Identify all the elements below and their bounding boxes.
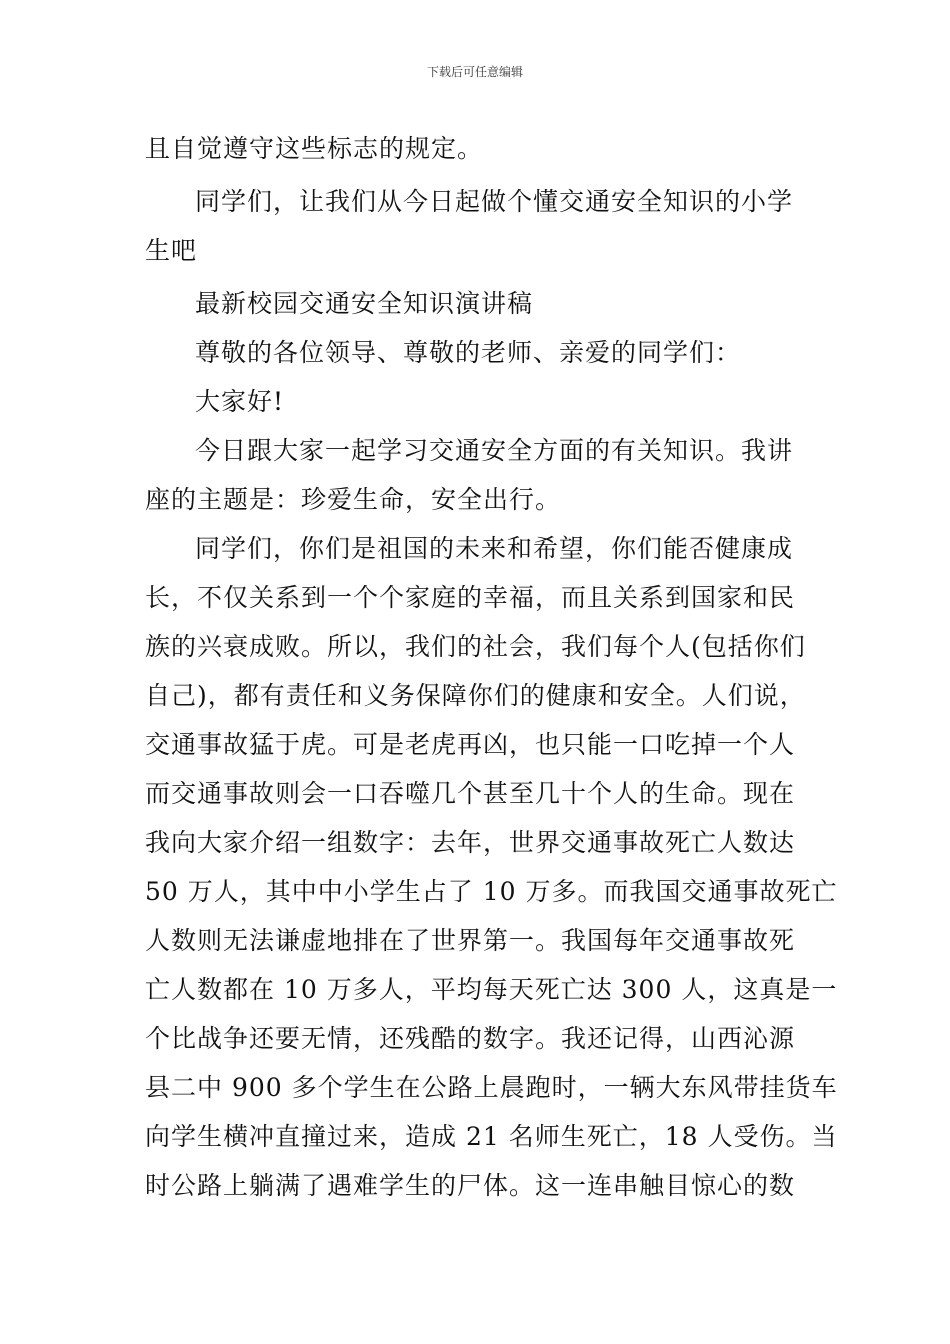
- text-line: 座的主题是：珍爱生命，安全出行。: [145, 485, 562, 514]
- salutation-line: 尊敬的各位领导、尊敬的老师、亲爱的同学们：: [195, 338, 742, 367]
- text-line: 向学生横冲直撞过来，造成 21 名师生死亡，18 人受伤。当: [145, 1122, 838, 1151]
- text-line: 自己)，都有责任和义务保障你们的健康和安全。人们说，: [145, 681, 806, 710]
- paragraph-start-line: 同学们，让我们从今日起做个懂交通安全知识的小学: [195, 187, 794, 216]
- text-line: 亡人数都在 10 万多人，平均每天死亡达 300 人，这真是一: [145, 975, 838, 1004]
- text-line: 县二中 900 多个学生在公路上晨跑时，一辆大东风带挂货车: [145, 1073, 838, 1102]
- text-line: 且自觉遵守这些标志的规定。: [145, 134, 484, 163]
- page-header: 下载后可任意编辑: [426, 65, 523, 79]
- text-line: 生吧: [145, 236, 198, 265]
- text-line: 时公路上躺满了遇难学生的尸体。这一连串触目惊心的数: [145, 1171, 796, 1200]
- text-line: 交通事故猛于虎。可是老虎再凶，也只能一口吃掉一个人: [145, 730, 796, 759]
- text-line: 长，不仅关系到一个个家庭的幸福，而且关系到国家和民: [145, 583, 796, 612]
- speech-title: 最新校园交通安全知识演讲稿: [195, 289, 534, 318]
- text-line: 我向大家介绍一组数字：去年，世界交通事故死亡人数达: [145, 828, 796, 857]
- text-line: 50 万人，其中中小学生占了 10 万多。而我国交通事故死亡: [145, 877, 838, 906]
- text-line: 个比战争还要无情，还残酷的数字。我还记得，山西沁源: [145, 1024, 796, 1053]
- text-line: 族的兴衰成败。所以，我们的社会，我们每个人(包括你们: [145, 632, 806, 661]
- text-line: 而交通事故则会一口吞噬几个甚至几十个人的生命。现在: [145, 779, 796, 808]
- paragraph-start-line: 同学们，你们是祖国的未来和希望，你们能否健康成: [195, 534, 794, 563]
- paragraph-start-line: 今日跟大家一起学习交通安全方面的有关知识。我讲: [195, 436, 794, 465]
- document-body: [145, 124, 838, 1210]
- text-line: 人数则无法谦虚地排在了世界第一。我国每年交通事故死: [145, 926, 796, 955]
- greeting-line: 大家好!: [195, 387, 285, 416]
